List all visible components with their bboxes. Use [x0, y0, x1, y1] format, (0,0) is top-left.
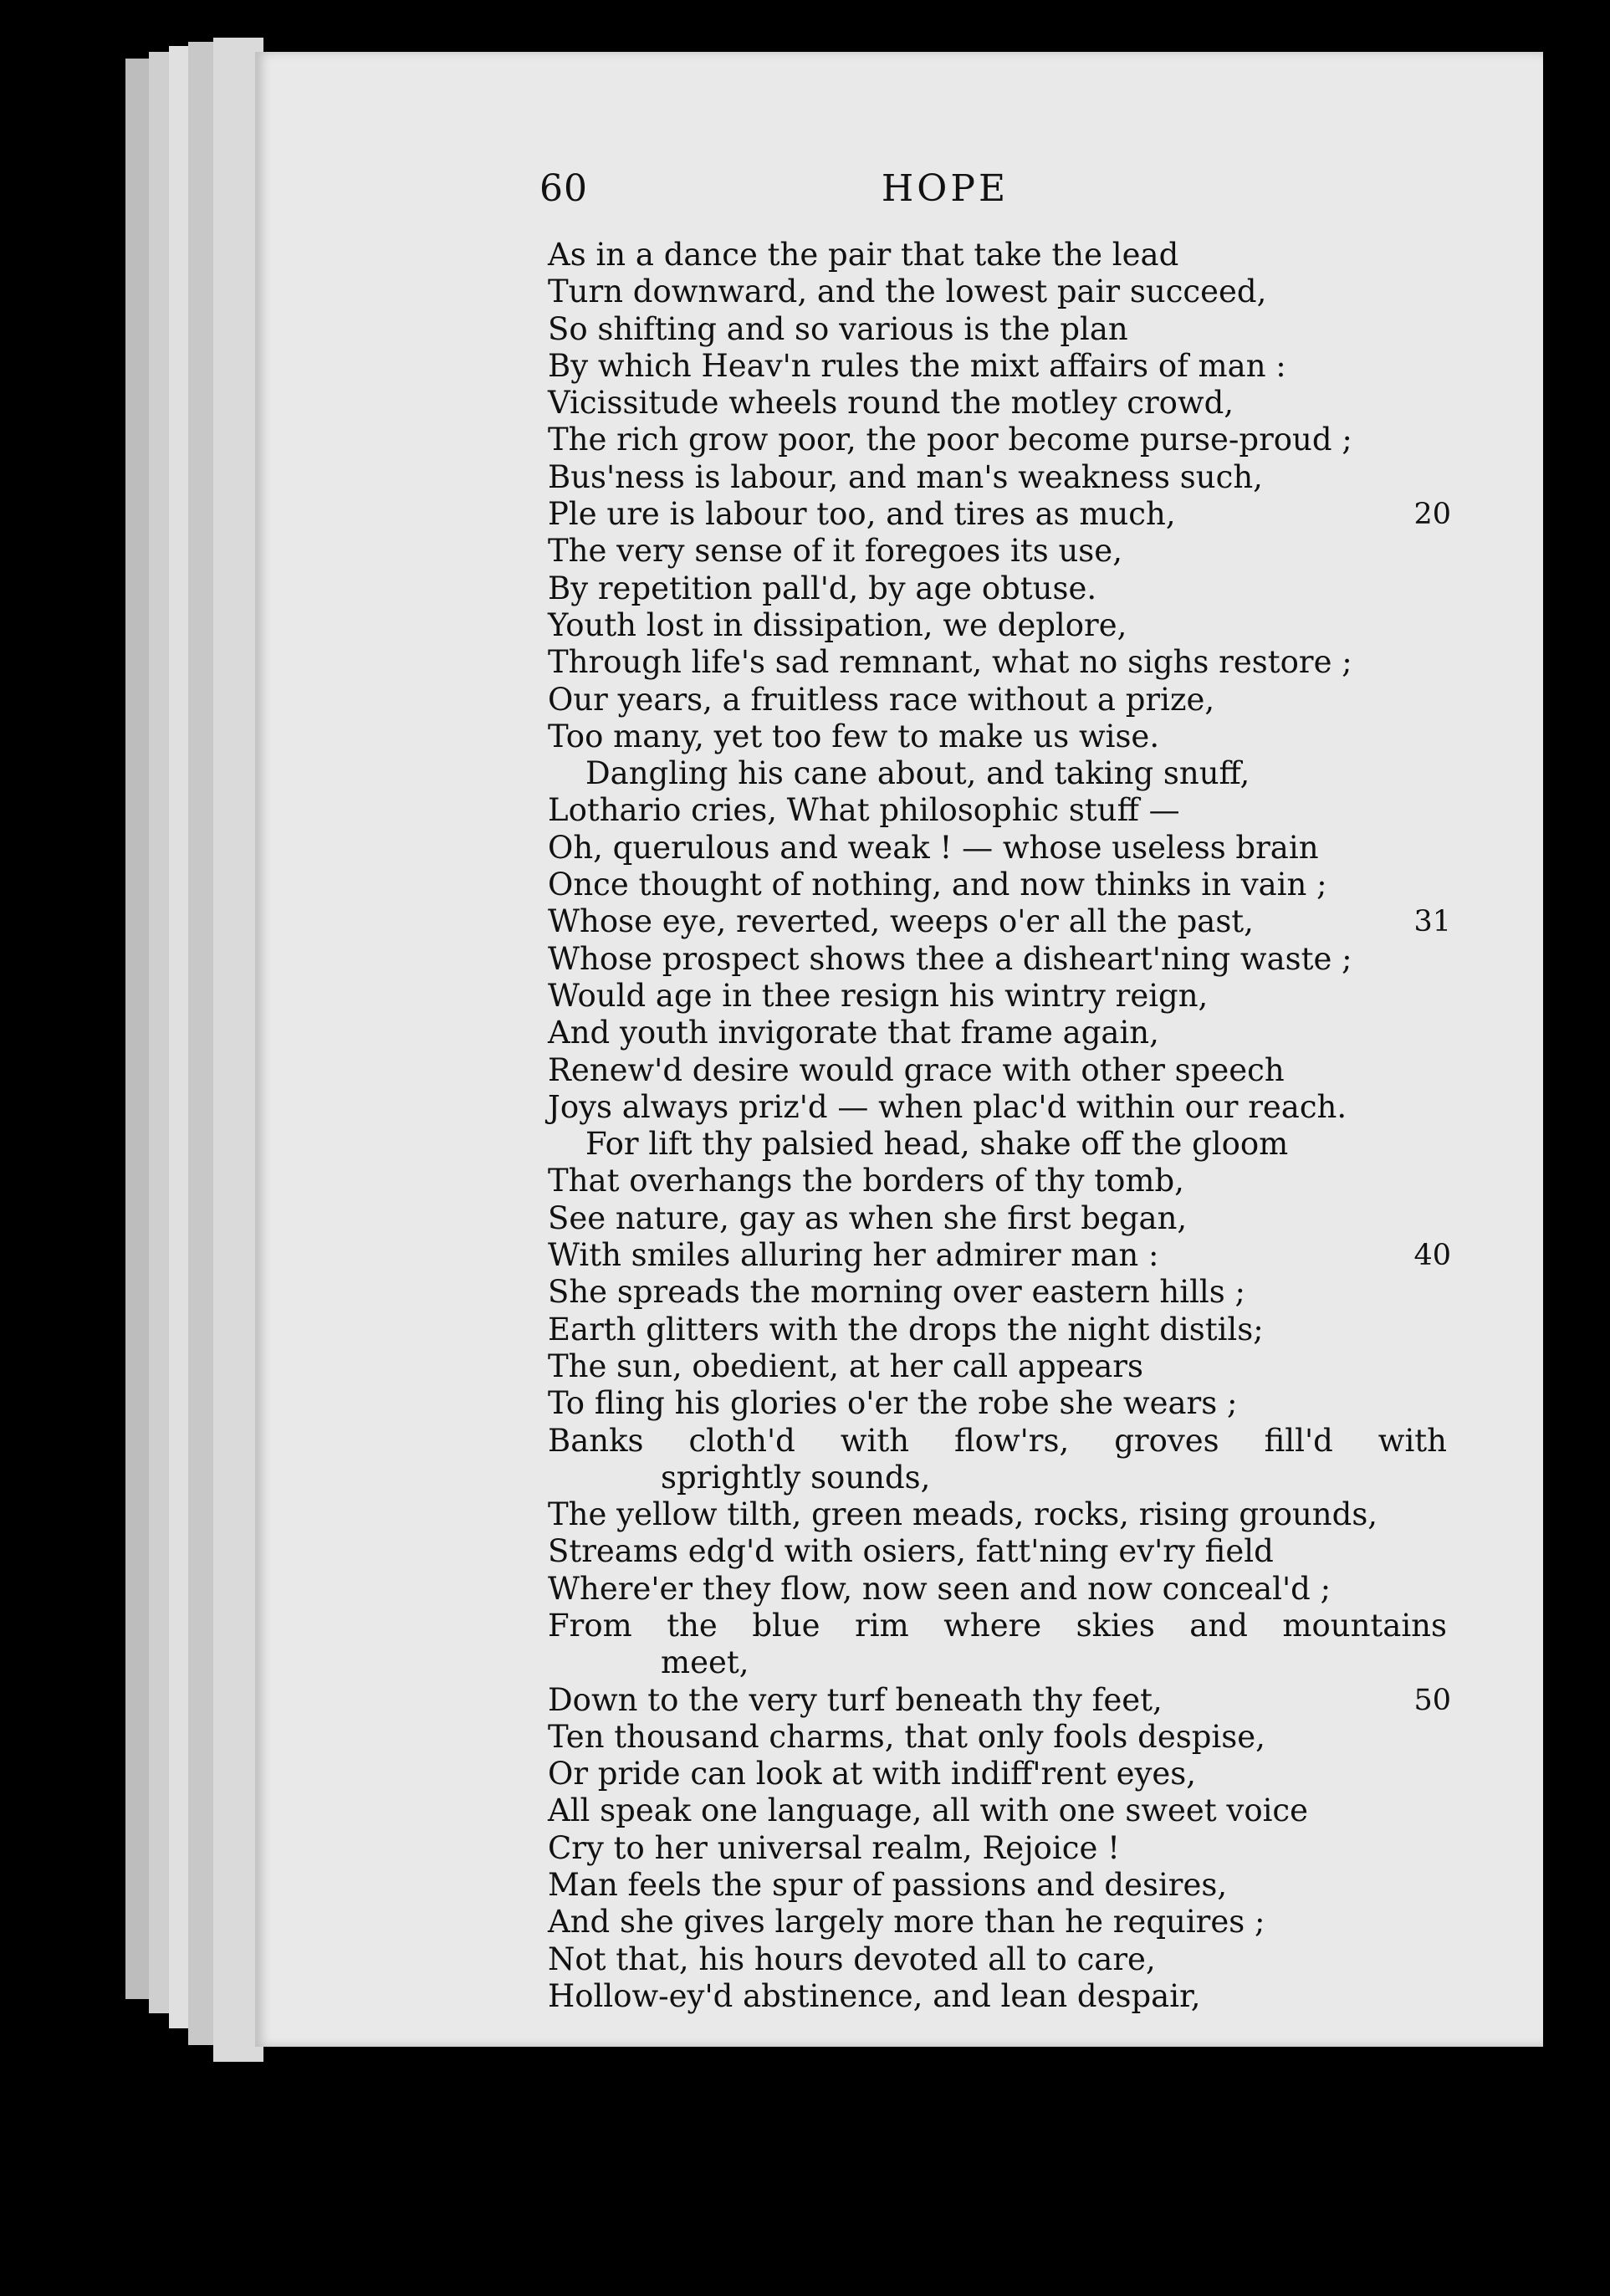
poem-line [548, 682, 1451, 718]
poem-line [548, 1200, 1451, 1237]
poem-line [548, 1941, 1451, 1978]
poem-line [548, 1533, 1451, 1570]
poem-line [548, 1978, 1451, 2015]
poem-line-text: Vicissitude wheels round the motley crowd, [548, 385, 1234, 422]
poem-line [548, 237, 1451, 274]
poem-line-text: Whose eye, reverted, weeps o'er all the past, [548, 903, 1254, 940]
poem-line [548, 1904, 1451, 1941]
poem-line [548, 1312, 1451, 1348]
poem-line [548, 941, 1451, 978]
poem-line-text: Streams edg'd with osiers, fatt'ning ev'ry field [548, 1533, 1274, 1570]
poem-line-text: The sun, obedient, at her call appears [548, 1347, 1143, 1384]
poem-line [548, 1089, 1451, 1126]
poem-line [548, 533, 1451, 570]
line-number: 50 [1413, 1683, 1451, 1717]
poem-line [548, 867, 1451, 903]
poem-line-text: Would age in thee resign his wintry reign, [548, 977, 1209, 1014]
poem-line [548, 644, 1451, 681]
poem-line-text: She spreads the morning over eastern hills ; [548, 1274, 1245, 1311]
poem-line-text: Ple ure is labour too, and tires as much, [548, 496, 1176, 533]
poem-line-text: Once thought of nothing, and now thinks in vain ; [548, 867, 1327, 903]
poem-line-text: Cry to her universal realm, Rejoice ! [548, 1829, 1121, 1866]
poem-line [548, 718, 1451, 755]
poem-line [548, 422, 1451, 458]
poem-line-text: So shifting and so various is the plan [548, 310, 1128, 347]
running-head: HOPE [881, 167, 1009, 210]
poem-line-text: Not that, his hours devoted all to care, [548, 1941, 1156, 1977]
poem-line [548, 755, 1451, 792]
poem-line-text: Bus'ness is labour, and man's weakness such, [548, 458, 1263, 495]
poem-line-text: Turn downward, and the lowest pair succeed, [548, 274, 1267, 310]
poem-line [548, 1423, 1451, 1460]
poem-line [548, 459, 1451, 496]
poem-line-text: Too many, yet too few to make us wise. [548, 718, 1160, 754]
poem-line-text: Down to the very turf beneath thy feet, [548, 1681, 1163, 1718]
poem-line-text: Our years, a fruitless race without a prize, [548, 681, 1215, 718]
poem-line-text: sprightly sounds, [661, 1459, 931, 1496]
poem-line-text: All speak one language, all with one sweet voice [548, 1792, 1309, 1829]
poem-line [548, 978, 1451, 1015]
poem-line-text: By repetition pall'd, by age obtuse. [548, 570, 1097, 606]
poem-line [548, 311, 1451, 348]
poem-line-text: Earth glitters with the drops the night distils; [548, 1311, 1264, 1347]
poem-line-text: Through life's sad remnant, what no sighs restore ; [548, 644, 1352, 681]
poem-line-text: The yellow tilth, green meads, rocks, rising grounds, [548, 1496, 1378, 1533]
poem-line [548, 1126, 1451, 1163]
poem-line [548, 1015, 1451, 1051]
poem-line-text: And she gives largely more than he requires ; [548, 1904, 1265, 1941]
poem-line [548, 348, 1451, 385]
poem-line [548, 1682, 1451, 1719]
poem-line-text: By which Heav'n rules the mixt affairs of man : [548, 347, 1286, 384]
poem-line [548, 830, 1451, 867]
poem-line [548, 1792, 1451, 1829]
poem-line-text: Where'er they flow, now seen and now conceal'd ; [548, 1570, 1331, 1607]
poem-line [548, 1756, 1451, 1792]
poem-line [548, 1867, 1451, 1904]
page-header [539, 167, 1451, 234]
poem-line-text: Hollow-ey'd abstinence, and lean despair, [548, 1977, 1201, 2014]
poem-line-text: Man feels the spur of passions and desires, [548, 1867, 1228, 1904]
poem-line [548, 274, 1451, 310]
poem-line [548, 1608, 1451, 1644]
line-number: 31 [1413, 905, 1451, 939]
poem-line [548, 903, 1451, 940]
poem-line [548, 1719, 1451, 1756]
poem-line [548, 607, 1451, 644]
poem-line-text: Whose prospect shows thee a disheart'ning waste ; [548, 940, 1352, 977]
poem-line [548, 1385, 1451, 1422]
page-number: 60 [539, 167, 588, 210]
poem-line [548, 1163, 1451, 1199]
poem-line-text: Lothario cries, What philosophic stuff — [548, 792, 1180, 829]
line-number: 40 [1413, 1239, 1451, 1273]
poem-line-text: Banks cloth'd with flow'rs, groves fill'd with [548, 1422, 1447, 1459]
poem-line-text: Joys always priz'd — when plac'd within our reach. [548, 1088, 1347, 1125]
poem-line [548, 1274, 1451, 1311]
poem-line-text: Or pride can look at with indiff'rent eyes, [548, 1756, 1197, 1792]
line-number: 20 [1413, 498, 1451, 532]
poem-line [548, 1496, 1451, 1533]
poem-line [548, 570, 1451, 607]
poem-line-text: The rich grow poor, the poor become purse-proud ; [548, 422, 1352, 458]
poem-line [548, 385, 1451, 422]
poem-line-text: Youth lost in dissipation, we deplore, [548, 606, 1127, 643]
poem-line [548, 1644, 1451, 1681]
poem-line-text: To fling his glories o'er the robe she wears ; [548, 1385, 1238, 1422]
poem-line [548, 1237, 1451, 1274]
poem-line-text: That overhangs the borders of thy tomb, [548, 1163, 1184, 1199]
poem-line-text: From the blue rim where skies and mountains [548, 1607, 1447, 1644]
poem-line [548, 1830, 1451, 1867]
poem-line-text: Dangling his cane about, and taking snuff, [585, 755, 1250, 792]
poem-line [548, 1571, 1451, 1608]
poem-line-text: Renew'd desire would grace with other speech [548, 1051, 1285, 1088]
poem-line-text: Oh, querulous and weak ! — whose useless brain [548, 829, 1319, 866]
poem-line [548, 1348, 1451, 1385]
poem-line-text: As in a dance the pair that take the lead [548, 237, 1179, 273]
poem-line-text: The very sense of it foregoes its use, [548, 533, 1122, 570]
poem-line [548, 792, 1451, 829]
poem-line [548, 1460, 1451, 1496]
poem-line [548, 1052, 1451, 1089]
poem-line-text: meet, [661, 1644, 749, 1681]
poem-line-text: With smiles alluring her admirer man : [548, 1237, 1159, 1274]
poem-line-text: For lift thy palsied head, shake off the gloom [585, 1126, 1289, 1163]
poem-text [548, 237, 1451, 2015]
poem-line-text: Ten thousand charms, that only fools despise, [548, 1718, 1265, 1755]
poem-line-text: And youth invigorate that frame again, [548, 1015, 1159, 1051]
poem-line-text: See nature, gay as when she first began, [548, 1199, 1188, 1236]
poem-line [548, 496, 1451, 533]
